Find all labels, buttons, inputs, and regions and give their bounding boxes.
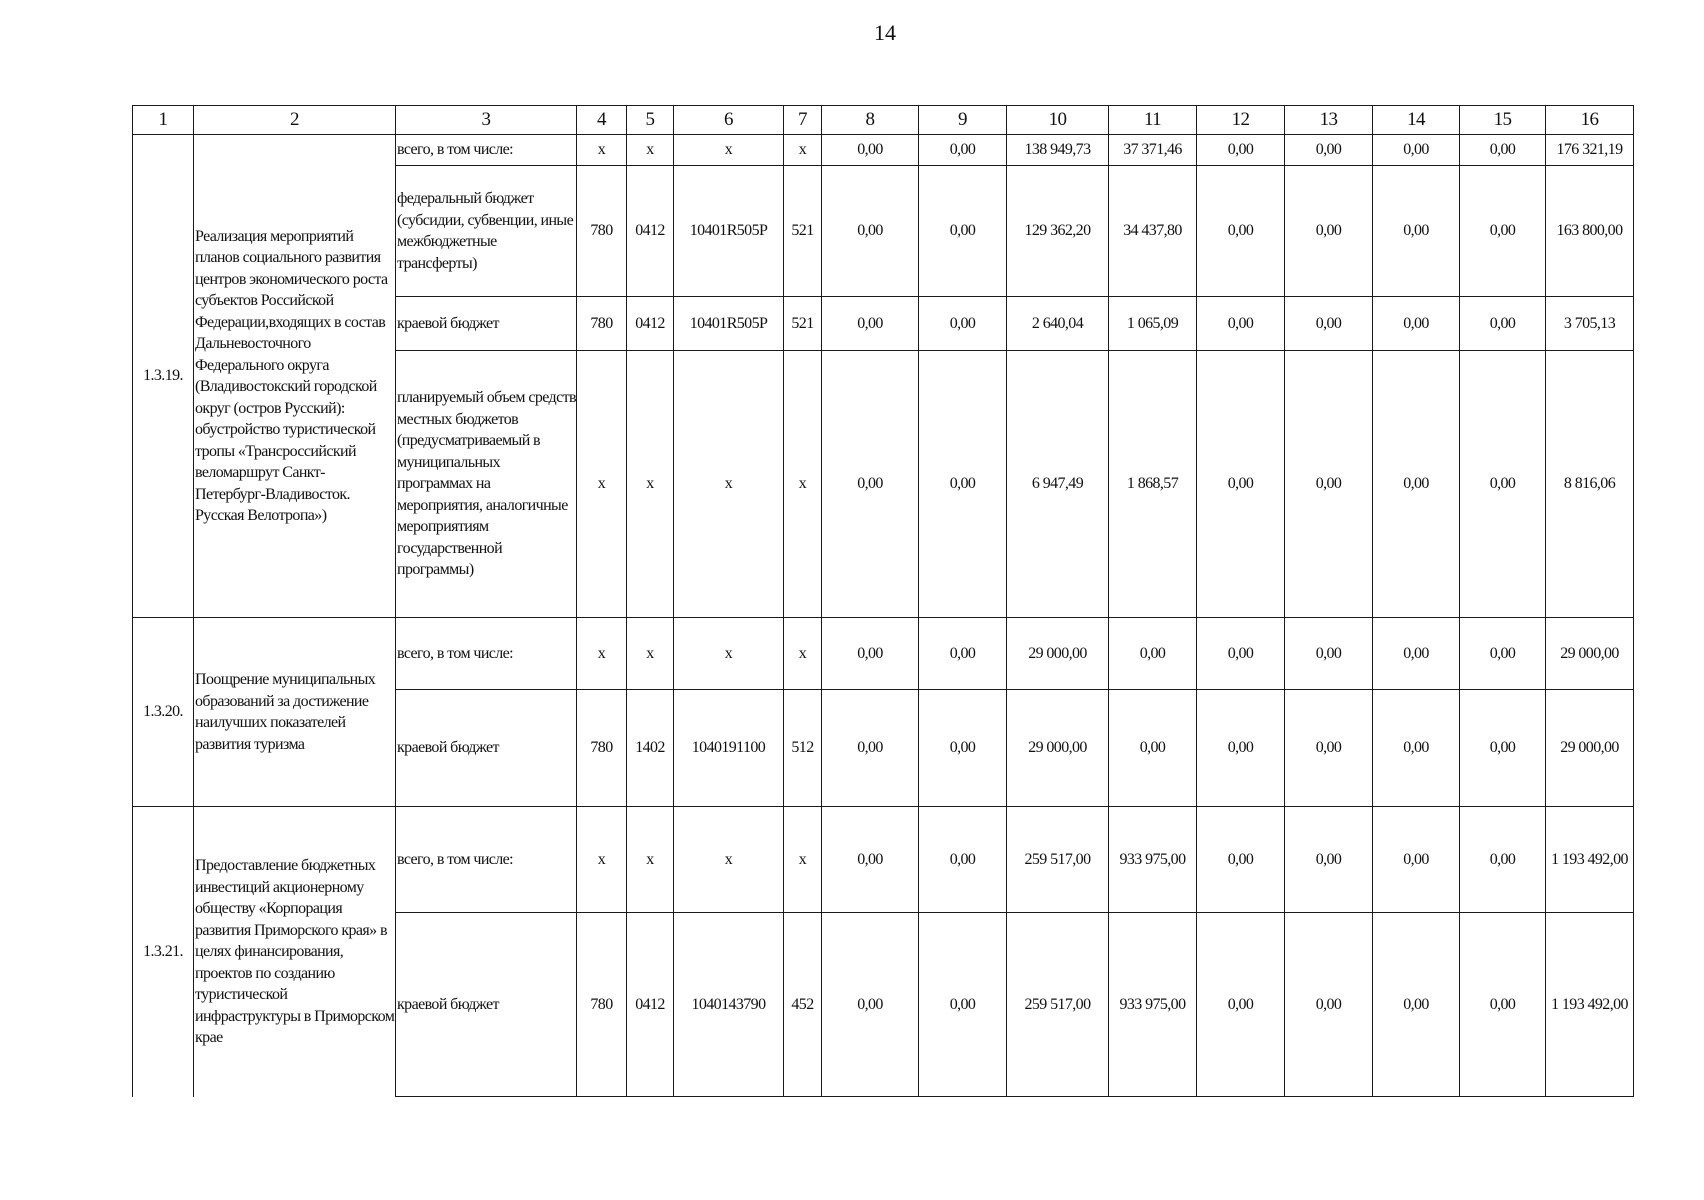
cell-c5: x (627, 135, 674, 166)
funding-source: планируемый объем средств местных бюджетов (предусматриваемый в муниципальных программах на мероприятия, аналогичные мероприятиям государственной программы) (396, 351, 577, 618)
funding-source: краевой бюджет (396, 297, 577, 351)
cell-c16: 1 193 492,00 (1546, 807, 1634, 913)
cell-c13: 0,00 (1285, 166, 1373, 297)
item-code: 1.3.21. (133, 807, 194, 1097)
cell-c10: 129 362,20 (1007, 166, 1109, 297)
cell-c7: 452 (784, 913, 822, 1097)
header-cell: 3 (396, 106, 577, 135)
cell-c14: 0,00 (1373, 690, 1460, 807)
item-code: 1.3.20. (133, 618, 194, 807)
cell-c4: 780 (577, 297, 627, 351)
table-row (133, 618, 1634, 690)
cell-c13: 0,00 (1285, 351, 1373, 618)
cell-c5: 0412 (627, 297, 674, 351)
cell-c4: 780 (577, 166, 627, 297)
cell-c6: x (674, 618, 784, 690)
cell-c14: 0,00 (1373, 166, 1460, 297)
cell-c5: 0412 (627, 913, 674, 1097)
cell-c6: 10401R505P (674, 297, 784, 351)
cell-c16: 3 705,13 (1546, 297, 1634, 351)
cell-c4: x (577, 351, 627, 618)
table-row (133, 135, 1634, 166)
header-cell: 6 (674, 106, 784, 135)
header-cell: 1 (133, 106, 194, 135)
cell-c8: 0,00 (822, 166, 919, 297)
cell-c4: x (577, 807, 627, 913)
cell-c12: 0,00 (1197, 351, 1285, 618)
header-cell: 2 (194, 106, 396, 135)
cell-c4: x (577, 618, 627, 690)
cell-c10: 2 640,04 (1007, 297, 1109, 351)
item-description: Поощрение муниципальных образований за достижение наилучших показателей развития туризма (194, 618, 396, 807)
cell-c16: 1 193 492,00 (1546, 913, 1634, 1097)
cell-c9: 0,00 (919, 690, 1007, 807)
cell-c7: x (784, 618, 822, 690)
cell-c10: 6 947,49 (1007, 351, 1109, 618)
cell-c13: 0,00 (1285, 135, 1373, 166)
header-cell: 12 (1197, 106, 1285, 135)
cell-c6: 1040191100 (674, 690, 784, 807)
cell-c13: 0,00 (1285, 618, 1373, 690)
cell-c7: x (784, 351, 822, 618)
cell-c9: 0,00 (919, 807, 1007, 913)
cell-c15: 0,00 (1460, 807, 1546, 913)
cell-c11: 0,00 (1109, 618, 1197, 690)
cell-c15: 0,00 (1460, 913, 1546, 1097)
cell-c5: x (627, 351, 674, 618)
cell-c11: 1 868,57 (1109, 351, 1197, 618)
header-cell: 4 (577, 106, 627, 135)
cell-c10: 29 000,00 (1007, 618, 1109, 690)
header-cell: 14 (1373, 106, 1460, 135)
header-cell: 5 (627, 106, 674, 135)
cell-c8: 0,00 (822, 807, 919, 913)
cell-c12: 0,00 (1197, 807, 1285, 913)
cell-c6: x (674, 807, 784, 913)
cell-c12: 0,00 (1197, 166, 1285, 297)
cell-c5: x (627, 807, 674, 913)
header-cell: 15 (1460, 106, 1546, 135)
cell-c7: x (784, 807, 822, 913)
cell-c15: 0,00 (1460, 135, 1546, 166)
cell-c9: 0,00 (919, 913, 1007, 1097)
cell-c15: 0,00 (1460, 690, 1546, 807)
cell-c10: 138 949,73 (1007, 135, 1109, 166)
cell-c7: 512 (784, 690, 822, 807)
cell-c7: 521 (784, 166, 822, 297)
cell-c8: 0,00 (822, 913, 919, 1097)
cell-c8: 0,00 (822, 618, 919, 690)
cell-c4: x (577, 135, 627, 166)
cell-c16: 29 000,00 (1546, 690, 1634, 807)
cell-c5: 0412 (627, 166, 674, 297)
cell-c11: 34 437,80 (1109, 166, 1197, 297)
cell-c14: 0,00 (1373, 297, 1460, 351)
funding-source: всего, в том числе: (396, 807, 577, 913)
funding-source: краевой бюджет (396, 690, 577, 807)
funding-source: федеральный бюджет (субсидии, субвенции, иные межбюджетные трансферты) (396, 166, 577, 297)
cell-c15: 0,00 (1460, 618, 1546, 690)
cell-c15: 0,00 (1460, 166, 1546, 297)
header-row (133, 106, 1634, 135)
header-cell: 11 (1109, 106, 1197, 135)
cell-c16: 176 321,19 (1546, 135, 1634, 166)
cell-c11: 0,00 (1109, 690, 1197, 807)
header-cell: 13 (1285, 106, 1373, 135)
item-description: Предоставление бюджетных инвестиций акционерному обществу «Корпорация развития Приморского края» в целях финансирования, проектов по созданию туристической инфраструктуры в Приморском крае (194, 807, 396, 1097)
cell-c10: 29 000,00 (1007, 690, 1109, 807)
header-cell: 9 (919, 106, 1007, 135)
page-number: 14 (874, 20, 896, 45)
cell-c12: 0,00 (1197, 618, 1285, 690)
funding-source: всего, в том числе: (396, 618, 577, 690)
cell-c4: 780 (577, 913, 627, 1097)
cell-c16: 29 000,00 (1546, 618, 1634, 690)
funding-source: всего, в том числе: (396, 135, 577, 166)
cell-c11: 933 975,00 (1109, 807, 1197, 913)
funding-source: краевой бюджет (396, 913, 577, 1097)
cell-c9: 0,00 (919, 351, 1007, 618)
cell-c4: 780 (577, 690, 627, 807)
cell-c14: 0,00 (1373, 135, 1460, 166)
cell-c7: 521 (784, 297, 822, 351)
cell-c13: 0,00 (1285, 690, 1373, 807)
header-cell: 7 (784, 106, 822, 135)
cell-c12: 0,00 (1197, 690, 1285, 807)
cell-c12: 0,00 (1197, 297, 1285, 351)
cell-c5: x (627, 618, 674, 690)
cell-c9: 0,00 (919, 618, 1007, 690)
cell-c5: 1402 (627, 690, 674, 807)
cell-c14: 0,00 (1373, 351, 1460, 618)
cell-c6: 1040143790 (674, 913, 784, 1097)
cell-c11: 1 065,09 (1109, 297, 1197, 351)
cell-c11: 933 975,00 (1109, 913, 1197, 1097)
header-cell: 8 (822, 106, 919, 135)
cell-c8: 0,00 (822, 351, 919, 618)
cell-c7: x (784, 135, 822, 166)
cell-c14: 0,00 (1373, 807, 1460, 913)
cell-c15: 0,00 (1460, 297, 1546, 351)
cell-c8: 0,00 (822, 690, 919, 807)
item-code: 1.3.19. (133, 135, 194, 618)
cell-c16: 163 800,00 (1546, 166, 1634, 297)
table-row (133, 807, 1634, 913)
cell-c8: 0,00 (822, 297, 919, 351)
cell-c13: 0,00 (1285, 913, 1373, 1097)
cell-c16: 8 816,06 (1546, 351, 1634, 618)
cell-c10: 259 517,00 (1007, 807, 1109, 913)
cell-c9: 0,00 (919, 135, 1007, 166)
cell-c6: x (674, 135, 784, 166)
cell-c6: x (674, 351, 784, 618)
cell-c15: 0,00 (1460, 351, 1546, 618)
cell-c9: 0,00 (919, 297, 1007, 351)
cell-c11: 37 371,46 (1109, 135, 1197, 166)
cell-c6: 10401R505P (674, 166, 784, 297)
cell-c14: 0,00 (1373, 913, 1460, 1097)
cell-c8: 0,00 (822, 135, 919, 166)
cell-c13: 0,00 (1285, 807, 1373, 913)
cell-c12: 0,00 (1197, 135, 1285, 166)
cell-c10: 259 517,00 (1007, 913, 1109, 1097)
budget-table (132, 105, 1634, 1097)
cell-c14: 0,00 (1373, 618, 1460, 690)
cell-c9: 0,00 (919, 166, 1007, 297)
header-cell: 16 (1546, 106, 1634, 135)
header-cell: 10 (1007, 106, 1109, 135)
cell-c12: 0,00 (1197, 913, 1285, 1097)
item-description: Реализация мероприятий планов социального развития центров экономического роста субъектов Российской Федерации,входящих в состав Дальневосточного Федерального округа (Владивостокский городской округ (остров Русский): обустройство туристической тропы «Трансроссийский веломаршрут Санкт-Петербург-Владивосток. Русская Велотропа») (194, 135, 396, 618)
cell-c13: 0,00 (1285, 297, 1373, 351)
